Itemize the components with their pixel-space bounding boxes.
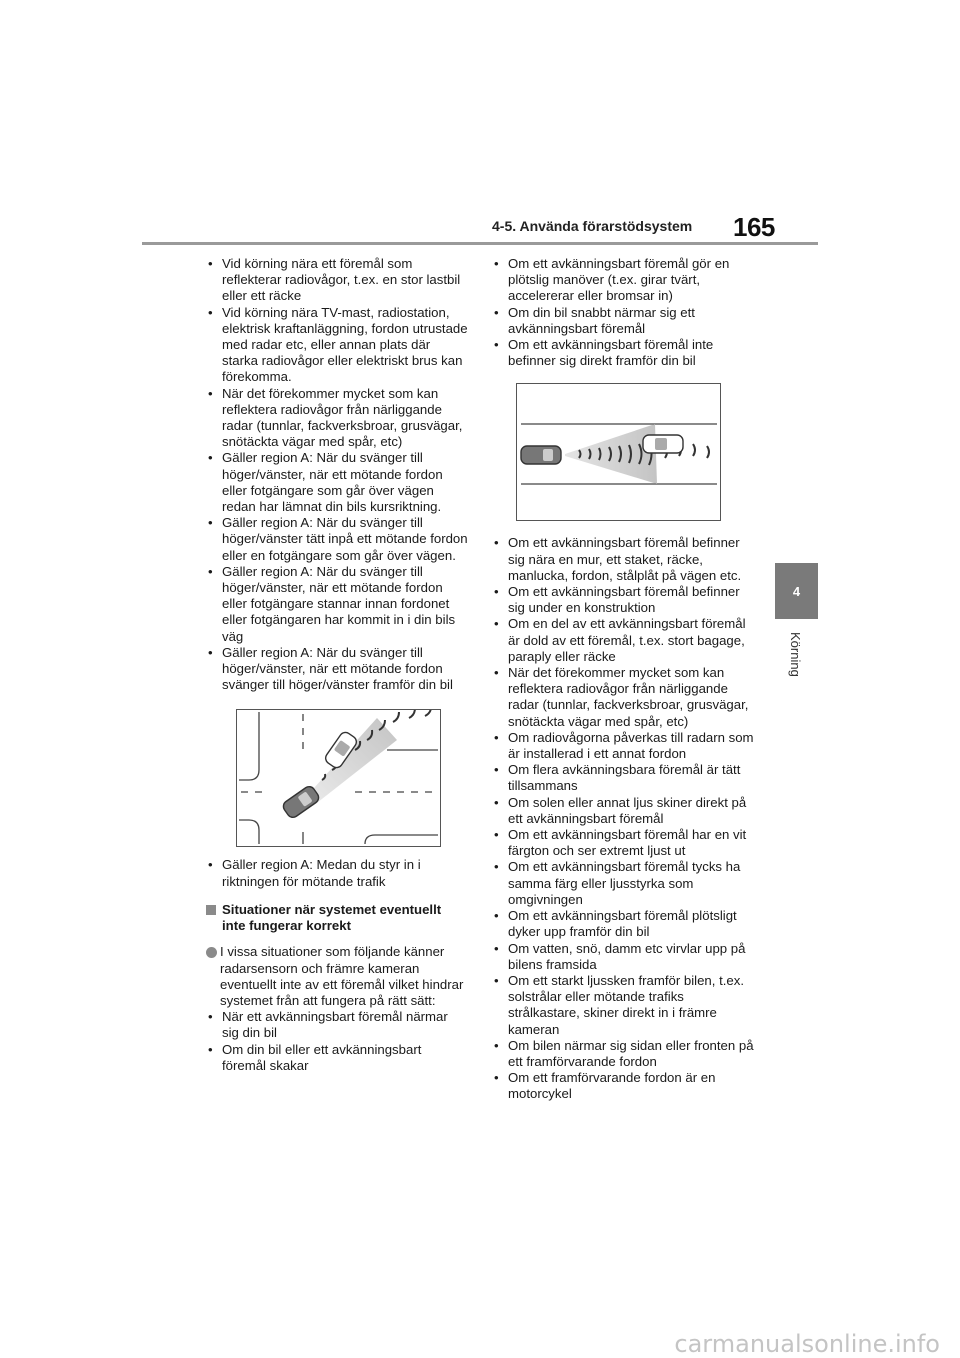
left-bullets-after-figure [206, 857, 468, 889]
list-item: • Om ett avkänningsbart föremål gör en plötslig manöver (t.ex. girar tvärt, accelererar eller bromsar in) [492, 256, 754, 305]
left-column [206, 256, 468, 1074]
page-number: 165 [733, 212, 775, 242]
list-item: • Gäller region A: När du svänger till höger/vänster, när ett mötande fordon eller fotgängare stannar innan fordonet eller fotgängaren har kommit in i din bils väg [206, 564, 468, 645]
list-item: • Om ett starkt ljussken framför bilen, t.ex. solstrålar eller mötande trafiks strålkastare, skiner direkt in i främre kameran [492, 973, 754, 1038]
chapter-label: Körning [788, 632, 803, 677]
note-text: I vissa situationer som följande känner radarsensorn och främre kameran eventuellt inte av ett föremål vilket hindrar systemet från att fungera på rätt sätt: [220, 944, 464, 1008]
list-item: • Om ett avkänningsbart föremål har en vit färgton och ser extremt ljust ut [492, 827, 754, 859]
intersection-turn-illustration [236, 709, 441, 847]
list-item: • Gäller region A: När du svänger till höger/vänster, när ett mötande fordon svänger till höger/vänster framför din bil [206, 645, 468, 694]
list-item: • Om vatten, snö, damm etc virvlar upp på bilens framsida [492, 941, 754, 973]
watermark: carmanualsonline.info [674, 1330, 940, 1358]
note-paragraph [206, 944, 468, 1009]
list-item: • Om din bil eller ett avkänningsbart föremål skakar [206, 1042, 468, 1074]
list-item: • Om flera avkänningsbara föremål är tätt tillsammans [492, 762, 754, 794]
offset-vehicle-illustration [516, 383, 721, 521]
right-column [492, 256, 754, 1103]
list-item: • Gäller region A: När du svänger till höger/vänster tätt inpå ett mötande fordon eller en fotgängare som går över vägen. [206, 515, 468, 564]
list-item: • Om ett avkänningsbart föremål tycks ha samma färg eller ljusstyrka som omgivningen [492, 859, 754, 908]
list-item: • Gäller region A: Medan du styr in i riktningen för mötande trafik [206, 857, 468, 889]
list-item: • Om ett avkänningsbart föremål plötsligt dyker upp framför din bil [492, 908, 754, 940]
list-item: • Om radiovågorna påverkas till radarn som är installerad i ett annat fordon [492, 730, 754, 762]
list-item: • Om en del av ett avkänningsbart föremål är dold av ett föremål, t.ex. stort bagage, paraply eller räcke [492, 616, 754, 665]
list-item: • Om ett framförvarande fordon är en motorcykel [492, 1070, 754, 1102]
section-heading-text: Situationer när systemet eventuellt inte fungerar korrekt [222, 901, 442, 934]
list-item: • Om solen eller annat ljus skiner direkt på ett avkänningsbart föremål [492, 795, 754, 827]
list-item: • Om bilen närmar sig sidan eller fronten på ett framförvarande fordon [492, 1038, 754, 1070]
section-title: 4-5. Använda förarstödsystem [492, 218, 693, 234]
list-item: • När det förekommer mycket som kan reflektera radiovågor från närliggande radar (tunnlar, fackverksbroar, grusvägar, snötäckta vägar med spår, etc) [492, 665, 754, 730]
square-bullet-icon [206, 905, 216, 915]
left-bullets-bottom [206, 1009, 468, 1074]
circle-bullet-icon [206, 947, 217, 958]
right-bullets-top [492, 256, 754, 369]
list-item: • När ett avkänningsbart föremål närmar sig din bil [206, 1009, 468, 1041]
list-item: • Gäller region A: När du svänger till höger/vänster, när ett mötande fordon eller fotgängare som går över vägen redan har lämnat din bils kursriktning. [206, 450, 468, 515]
list-item: • Om ett avkänningsbart föremål befinner sig under en konstruktion [492, 584, 754, 616]
chapter-tab: 4 [775, 563, 818, 619]
list-item: • Om ett avkänningsbart föremål befinner sig nära en mur, ett staket, räcke, manlucka, fordon, stålplåt på vägen etc. [492, 535, 754, 584]
list-item: • Vid körning nära TV-mast, radiostation, elektrisk kraftanläggning, fordon utrustade med radar etc, eller annan plats där starka radiovågor eller elektriskt brus kan förekomma. [206, 305, 468, 386]
list-item: • När det förekommer mycket som kan reflektera radiovågor från närliggande radar (tunnlar, fackverksbroar, grusvägar, snötäckta vägar med spår, etc) [206, 386, 468, 451]
list-item: • Om din bil snabbt närmar sig ett avkänningsbart föremål [492, 305, 754, 337]
list-item: • Vid körning nära ett föremål som reflekterar radiovågor, t.ex. en stor lastbil eller ett räcke [206, 256, 468, 305]
left-bullets-top [206, 256, 468, 693]
header-divider [142, 242, 818, 245]
list-item: • Om ett avkänningsbart föremål inte befinner sig direkt framför din bil [492, 337, 754, 369]
section-heading [206, 902, 468, 934]
right-bullets-bottom [492, 535, 754, 1102]
